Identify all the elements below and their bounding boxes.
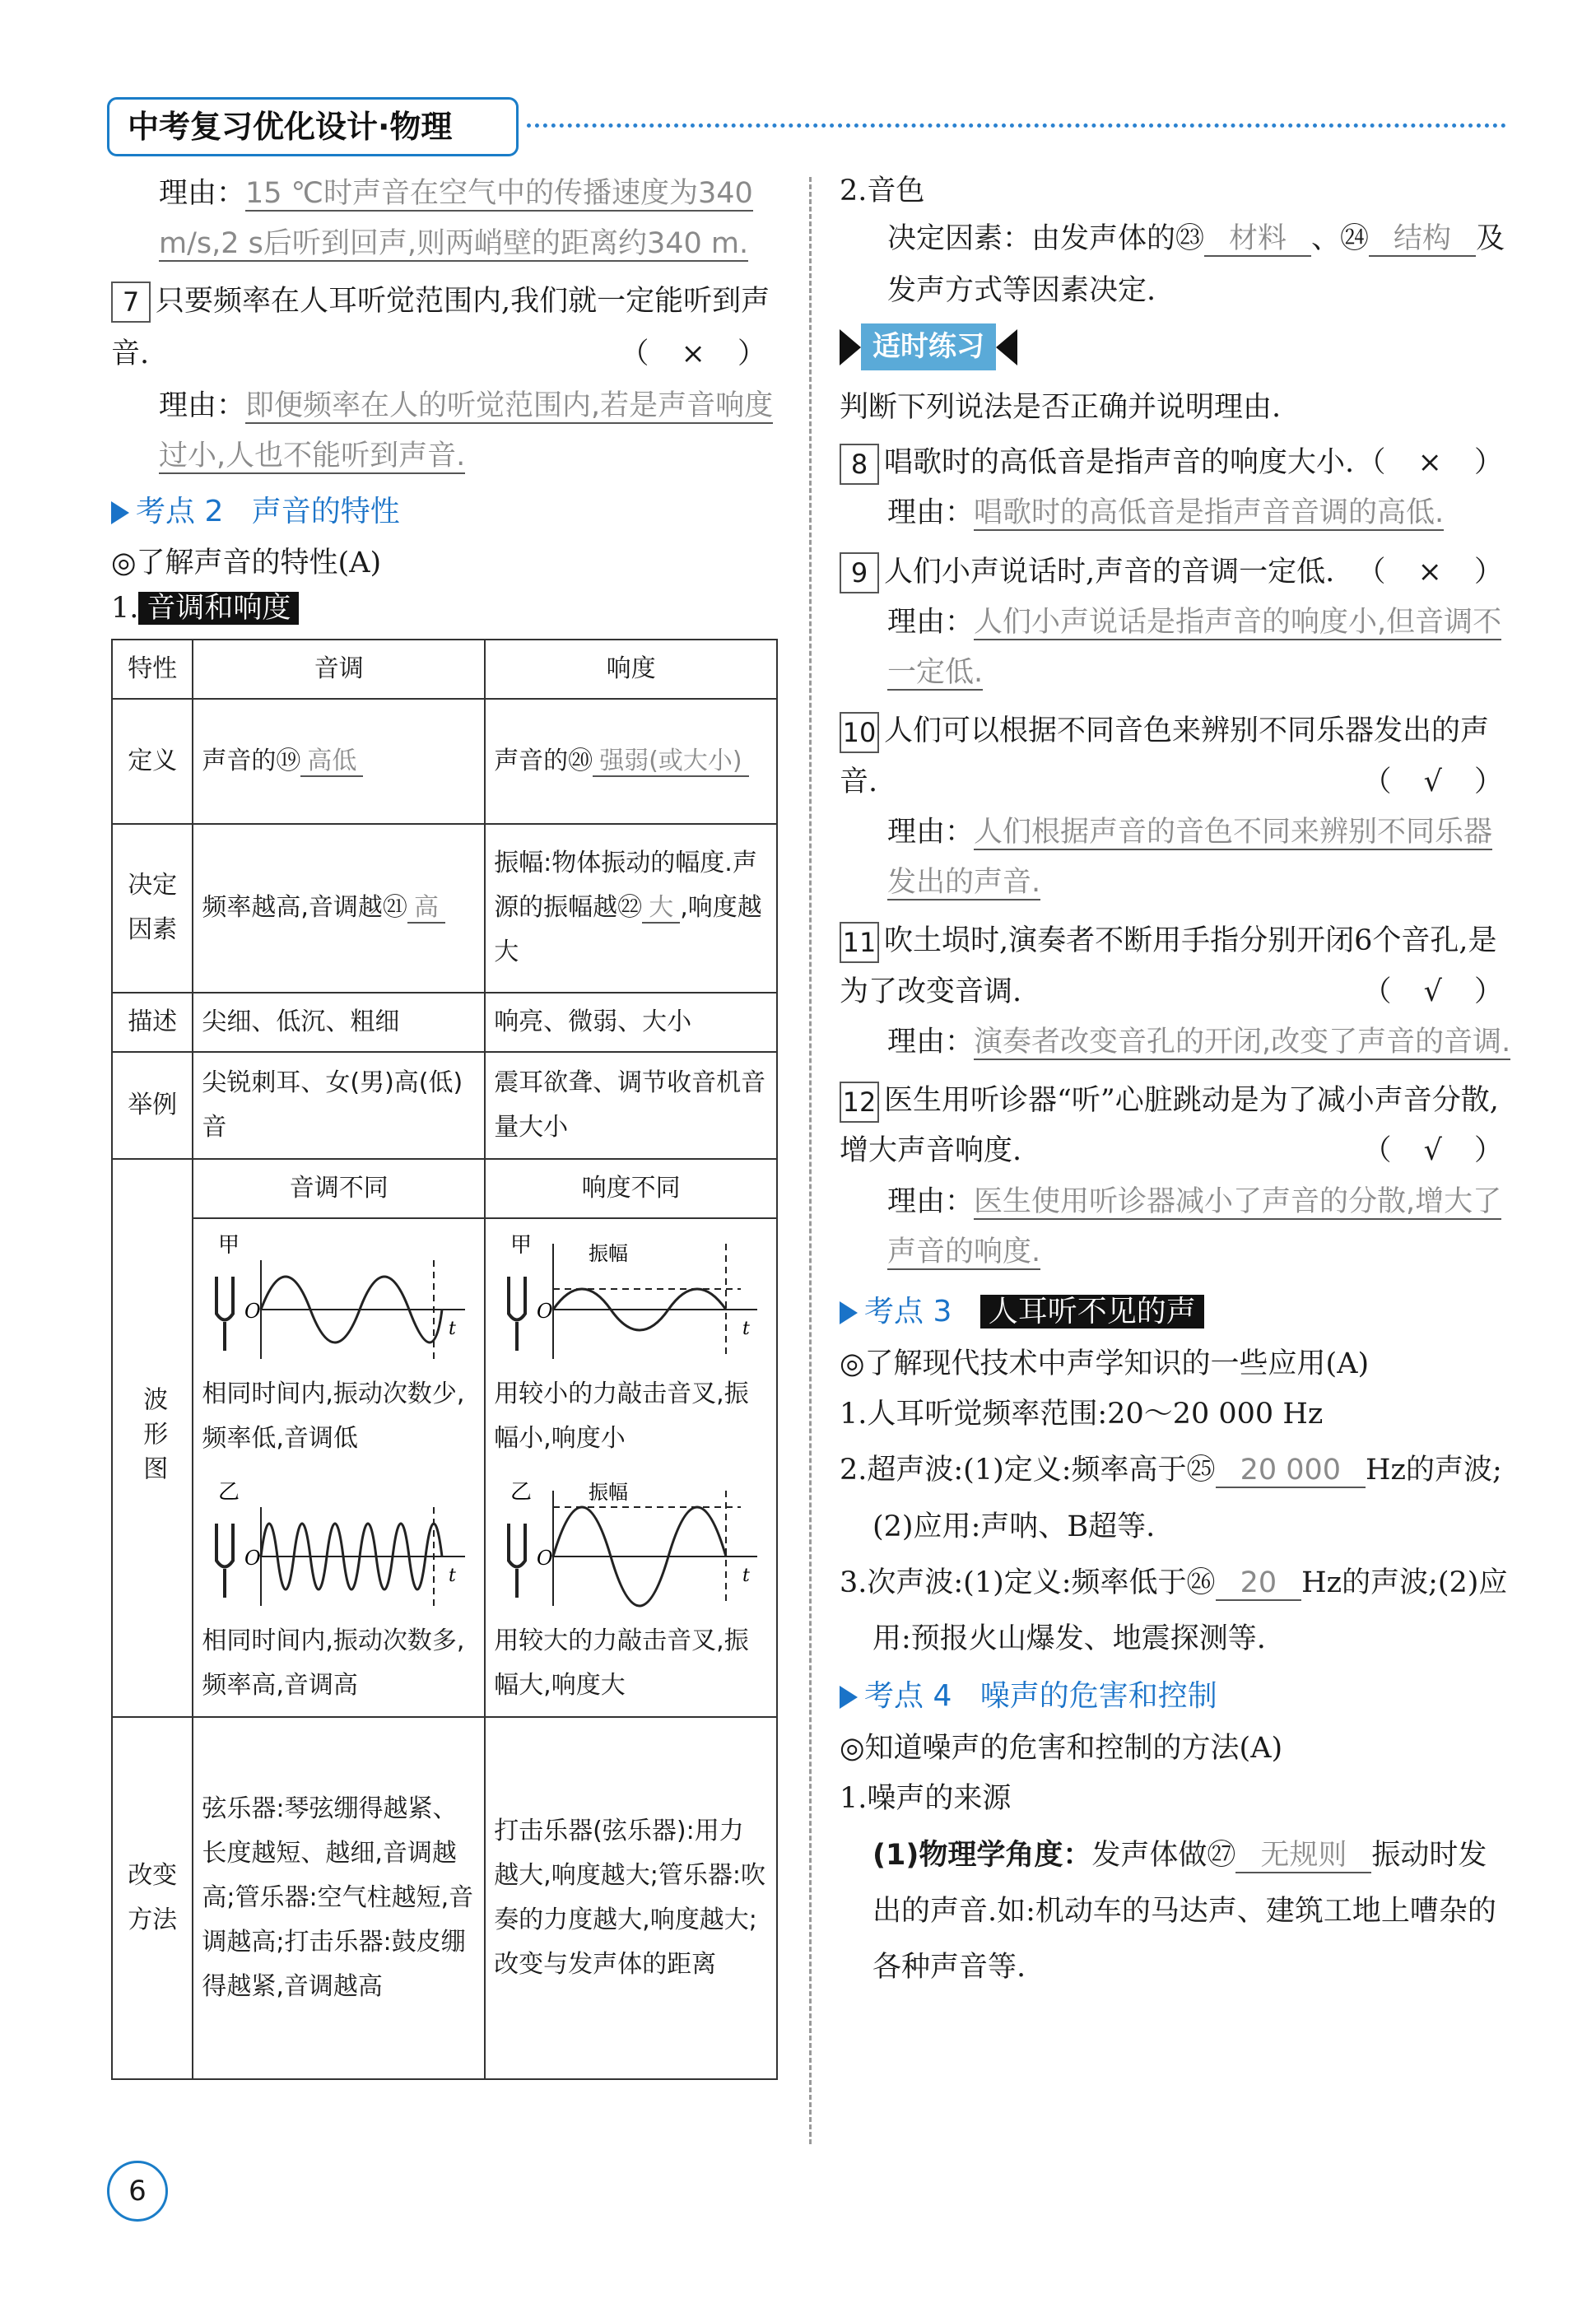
s4-item-1: 1.噪声的来源 — [840, 1782, 1012, 1816]
question-reason: 理由：医生使用听诊器减小了声音的分散,增大了声音的响度. — [887, 1184, 1502, 1268]
tuning-fork-icon — [509, 1277, 525, 1351]
table-cell — [485, 1218, 777, 1717]
s3-item-2: 2.超声波:(1)定义:频率高于㉕ 20 000 Hz的声波;(2)应用:声呐、B超等. — [840, 1454, 1502, 1543]
section-2-heading: 考点 2 声音的特性 — [111, 489, 778, 535]
row-label: 波形图 — [112, 1159, 193, 1717]
verdict: （ × ） — [620, 337, 778, 371]
s3-item-1: 1.人耳听觉频率范围:20～20 000 Hz — [840, 1398, 1324, 1431]
right-column — [840, 169, 1515, 1995]
page-number: 6 — [107, 2161, 168, 2222]
table-cell: 尖细、低沉、粗细 — [193, 993, 485, 1052]
row-label: 举例 — [112, 1052, 193, 1159]
question-statement: 9 人们小声说话时,声音的音调一定低. （ × ） — [840, 547, 1515, 598]
practice-question — [840, 438, 1515, 539]
wave-caption: 相同时间内,振动次数少,频率低,音调低 — [202, 1379, 465, 1453]
question-number: 7 — [111, 282, 151, 323]
table-cell: 弦乐器:琴弦绷得越紧、长度越短、越细,音调越高;管乐器:空气柱越短,音调越高;打击乐器:鼓皮绷得越紧,音调越高 — [193, 1717, 485, 2079]
triangle-icon — [840, 1686, 858, 1709]
svg-text:t: t — [742, 1565, 751, 1586]
row-label: 定义 — [112, 699, 193, 824]
practice-question — [840, 706, 1515, 908]
s3-item-3: 3.次声波:(1)定义:频率低于㉖ 20 Hz的声波;(2)应用:预报火山爆发、地震探测等. — [840, 1566, 1508, 1656]
question-number: 10 — [840, 712, 879, 753]
reason-7: 理由：即便频率在人的听觉范围内,若是声音响度过小,人也不能听到声音. — [159, 389, 774, 473]
reason-answer: 人们根据声音的音色不同来辨别不同乐器发出的声音. — [887, 815, 1493, 900]
table-cell: 尖锐刺耳、女(男)高(低)音 — [193, 1052, 485, 1159]
question-number: 12 — [840, 1082, 879, 1123]
wave-caption: 相同时间内,振动次数多,频率高,音调高 — [202, 1626, 465, 1700]
header-dotted-line — [527, 123, 1506, 128]
high-loudness-waveform — [494, 1474, 765, 1614]
column-divider — [809, 177, 812, 2144]
reason-7-answer: 即便频率在人的听觉范围内,若是声音响度过小,人也不能听到声音. — [159, 389, 774, 473]
verdict: （ √ ） — [1362, 975, 1515, 1008]
svg-text:O: O — [537, 1299, 553, 1323]
table-cell — [193, 1218, 485, 1717]
practice-question — [840, 547, 1515, 699]
question-statement: 10 人们可以根据不同音色来辨别不同乐器发出的声音. （ √ ） — [840, 706, 1515, 807]
reason-6-answer: 15 ℃时声音在空气中的传播速度为340 m/s,2 s后听到回声,则两峭壁的距离约340 m. — [159, 177, 753, 261]
header-title: 中考复习优化设计·物理 — [128, 108, 453, 145]
left-column — [111, 169, 778, 2080]
table-header: 特性 — [112, 640, 193, 699]
high-pitch-waveform — [202, 1474, 473, 1614]
table-cell: 声音的⑳ 强弱(或大小) — [485, 699, 777, 824]
verdict: （ × ） — [1356, 446, 1515, 480]
blank-answer: 结构 — [1369, 222, 1476, 257]
reason-answer: 唱歌时的高低音是指声音音调的高低. — [974, 496, 1445, 530]
table-cell: 振幅:物体振动的幅度.声源的振幅越㉒ 大 ,响度越大 — [485, 824, 777, 993]
item-2-heading: 2.音色 — [840, 174, 925, 207]
item-1-heading: 1. 音调和响度 — [111, 586, 778, 631]
question-statement: 11 吹土埙时,演奏者不断用手指分别开闭6个音孔,是为了改变音调. （ √ ） — [840, 916, 1515, 1017]
row-label: 改变方法 — [112, 1717, 193, 2079]
wave-caption: 用较小的力敲击音叉,振幅小,响度小 — [494, 1379, 749, 1453]
question-number: 11 — [840, 922, 879, 963]
reason-answer: 演奏者改变音孔的开闭,改变了声音的音调. — [974, 1025, 1511, 1059]
low-loudness-waveform — [494, 1227, 765, 1367]
tuning-fork-icon — [216, 1524, 233, 1598]
table-cell: 响度不同 — [485, 1159, 777, 1218]
practice-question — [840, 916, 1515, 1068]
triangle-icon — [111, 501, 129, 524]
table-cell: 打击乐器(弦乐器):用力越大,响度越大;管乐器:吹奏的力度越大,响度越大;改变与发声体的距离 — [485, 1717, 777, 2079]
verdict: （ √ ） — [1362, 1134, 1515, 1168]
tuning-fork-icon — [509, 1524, 525, 1598]
blank-answer: 大 — [642, 893, 680, 924]
question-statement: 8 唱歌时的高低音是指声音的响度大小. （ × ） — [840, 438, 1515, 488]
blank-answer: 强弱(或大小) — [593, 747, 748, 777]
svg-text:t: t — [449, 1565, 457, 1586]
question-7: 7 只要频率在人耳听觉范围内,我们就一定能听到声音. （ × ） — [111, 275, 778, 382]
question-reason: 理由：唱歌时的高低音是指声音音调的高低. — [887, 496, 1445, 530]
question-reason: 理由：演奏者改变音孔的开闭,改变了声音的音调. — [887, 1025, 1511, 1059]
blank-answer: 20 000 — [1216, 1454, 1366, 1488]
properties-table — [111, 639, 778, 2080]
practice-question — [840, 1076, 1515, 1277]
page-header — [107, 97, 519, 156]
verdict: （ × ） — [1356, 555, 1515, 589]
svg-text:振幅: 振幅 — [589, 1480, 629, 1504]
table-header: 响度 — [485, 640, 777, 699]
section-2-goal: ◎了解声音的特性(A) — [111, 547, 382, 580]
question-list — [840, 438, 1515, 1277]
reason-answer: 医生使用听诊器减小了声音的分散,增大了声音的响度. — [887, 1184, 1502, 1268]
verdict: （ √ ） — [1362, 765, 1515, 798]
svg-text:甲: 甲 — [510, 1232, 533, 1258]
table-cell: 音调不同 — [193, 1159, 485, 1218]
svg-text:振幅: 振幅 — [589, 1241, 629, 1265]
row-label: 描述 — [112, 993, 193, 1052]
svg-text:t: t — [449, 1318, 457, 1339]
practice-badge: 适时练习 — [840, 323, 1515, 379]
svg-text:乙: 乙 — [218, 1479, 240, 1505]
section-4-heading: 考点 4 噪声的危害和控制 — [840, 1673, 1515, 1719]
question-reason: 理由：人们根据声音的音色不同来辨别不同乐器发出的声音. — [887, 815, 1493, 900]
svg-text:t: t — [742, 1318, 751, 1339]
section-4-goal: ◎知道噪声的危害和控制的方法(A) — [840, 1732, 1283, 1766]
svg-text:乙: 乙 — [510, 1479, 533, 1505]
tuning-fork-icon — [216, 1277, 233, 1351]
svg-text:O: O — [244, 1546, 262, 1570]
right-arrow-icon — [996, 329, 1017, 365]
jia-label: 甲 — [218, 1232, 240, 1258]
row-label: 决定因素 — [112, 824, 193, 993]
s4-physics-source: (1)物理学角度：发声体做㉗ 无规则 振动时发出的声音.如:机动车的马达声、建筑工地上嘈杂的各种声音等. — [872, 1838, 1496, 1985]
question-statement: 12 医生用听诊器“听”心脏跳动是为了减小声音分散,增大声音响度. （ √ ） — [840, 1076, 1515, 1177]
blank-answer: 材料 — [1204, 222, 1311, 257]
table-cell: 响亮、微弱、大小 — [485, 993, 777, 1052]
question-reason: 理由：人们小声说话是指声音的响度小,但音调不一定低. — [887, 605, 1502, 690]
wave-caption: 用较大的力敲击音叉,振幅大,响度大 — [494, 1626, 749, 1700]
svg-text:O: O — [244, 1299, 262, 1323]
timbre-factors: 决定因素：由发声体的㉓ 材料 、㉔ 结构 及发声方式等因素决定. — [887, 222, 1505, 308]
section-3-goal: ◎了解现代技术中声学知识的一些应用(A) — [840, 1347, 1370, 1380]
blank-answer: 高 — [407, 893, 445, 924]
blank-answer: 高低 — [300, 747, 363, 777]
question-number: 9 — [840, 552, 879, 593]
table-cell: 频率越高,音调越㉑ 高 — [193, 824, 485, 993]
blank-answer: 20 — [1216, 1566, 1302, 1601]
reason-answer: 人们小声说话是指声音的响度小,但音调不一定低. — [887, 605, 1502, 690]
low-pitch-waveform — [202, 1227, 473, 1367]
practice-intro: 判断下列说法是否正确并说明理由. — [840, 390, 1282, 424]
table-header: 音调 — [193, 640, 485, 699]
question-number: 8 — [840, 444, 879, 485]
section-3-heading: 考点 3 人耳听不见的声 — [840, 1289, 1515, 1335]
left-arrow-icon — [840, 329, 861, 365]
triangle-icon — [840, 1301, 858, 1324]
table-cell: 声音的⑲ 高低 — [193, 699, 485, 824]
table-cell: 震耳欲聋、调节收音机音量大小 — [485, 1052, 777, 1159]
reason-6: 理由：15 ℃时声音在空气中的传播速度为340 m/s,2 s后听到回声,则两峭壁的距离约340 m. — [159, 177, 753, 261]
blank-answer: 无规则 — [1235, 1839, 1371, 1873]
svg-text:O: O — [537, 1546, 553, 1570]
